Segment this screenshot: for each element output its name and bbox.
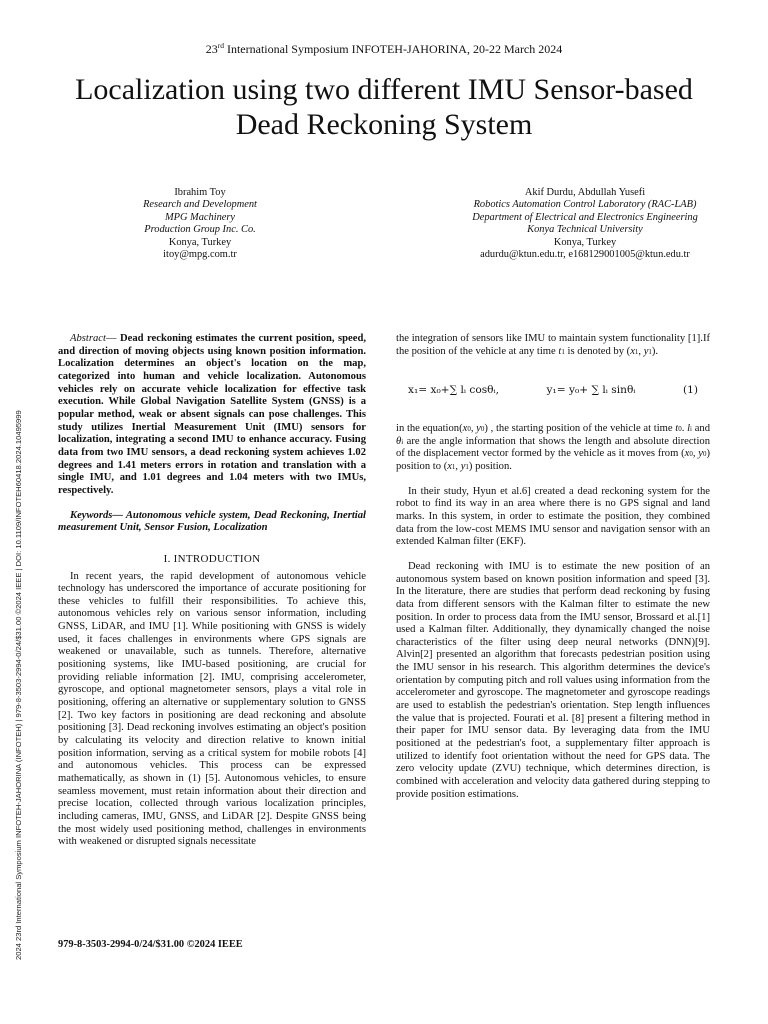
author-univ: Konya Technical University <box>527 224 643 236</box>
copyright-footer: 979-8-3503-2994-0/24/$31.00 ©2024 IEEE <box>58 939 243 950</box>
author-names: Akif Durdu, Abdullah Yusefi <box>524 187 646 198</box>
author-email: adurdu@ktun.edu.tr, e168129001005@ktun.edu.tr <box>480 249 690 261</box>
right-column <box>396 333 710 801</box>
equation-x: x₁= x₀+∑ lᵢ cosθᵢ, <box>408 384 500 397</box>
conference-header: 23rd International Symposium INFOTEH-JAHORINA, 20-22 March 2024 <box>205 41 563 56</box>
equation-1 <box>408 384 698 397</box>
equation-number: (1) <box>682 384 698 397</box>
author-block-2 <box>420 187 750 261</box>
author-org: Production Group Inc. Co. <box>144 224 256 236</box>
intro-paragraph: In recent years, the rapid development of autonomous vehicle technology has underscored the importance of accurate positioning for these vehicles to fulfill their responsibilities. To achieve this, autonomous vehicles rely on various sensor information, including GNSS, LiDAR, and IMU [1]. While positioning with GNSS is widely used, it faces challenges in environments where GPS signals are weakened or unavailable, such as tunnels. Therefore, alternative positioning systems, like IMU-based positioning, are crucial for providing reliable information [2]. IMU, comprising accelerometer, gyroscope, and optional magnetometer sensors, plays a vital role in positioning, offering an alternative or supplementary solution to GNSS [2]. Two key factors in positioning are dead reckoning and absolute positioning [3]. Dead reckoning involves estimating an object's position by calculating its velocity and direction relative to known initial position information, serving as a critical system for mobile robots [4] and autonomous vehicles. This process can be expressed mathematically, as shown in (1) [5]. Autonomous vehicles, to ensure seamless movement, must retain information about their direction and precise location, collected through various localization principles, including cameras, IMU, GNSS, and LiDAR [2]. Despite GNSS being the most widely used positioning method, challenges in environments with weakened or disrupted signals necessitate <box>58 570 366 848</box>
author-email: itoy@mpg.com.tr <box>163 249 237 261</box>
author-location: Konya, Turkey <box>553 236 617 248</box>
doi-sidebar: 2024 23rd International Symposium INFOTEH-JAHORINA (INFOTEH) | 979-8-3503-2994-0/24/$31.00 ©2024 IEEE | DOI: 10.1109/INFOTEH60418.2024.10495999 <box>14 410 23 960</box>
abstract: Abstract— Dead reckoning estimates the current position, speed, and direction of moving objects using known position information. Localization determines an object's location on the map, categorized into human and vehicle localization. Autonomous vehicles rely on accurate vehicle localization for effective task execution. While Global Navigation Satellite System (GNSS) is a popular method, weak or absent signals can pose challenges. This study utilizes Inertial Measurement Unit (IMU) sensors for localization, integrating a second IMU to enhance accuracy. Fusing data from two IMU sensors, a dead reckoning system achieves 1.02 degrees and 1.41 meters errors in rotation and translation with a single IMU, and 1.01 degrees and 1.04 meters with two IMUs, respectively. <box>58 333 366 496</box>
paper-title: Localization using two different IMU Sensor-based Dead Reckoning System <box>75 73 693 141</box>
body-paragraph: the integration of sensors like IMU to maintain system functionality [1].If the position of the vehicle at any time t1 is denoted by (x1, y1). <box>396 333 710 357</box>
author-dept: Department of Electrical and Electronics Engineering <box>472 211 698 223</box>
section-heading-introduction: I. INTRODUCTION <box>163 552 261 565</box>
body-paragraph: in the equation(x0, y0) , the starting position of the vehicle at time t0. li and θi are the angle information that shows the length and absolute direction of the displacement vector formed by the vehicle as it moves from (x0, y0) position to (x1, y1) position. <box>396 422 711 472</box>
body-paragraph: Dead reckoning with IMU is to estimate the new position of an autonomous system based on known position information and speed [3]. In the literature, there are studies that perform dead reckoning by fusing data from different sensors with the Kalman filter to estimate the new position. In order to process data from the IMU sensor, Brossard et al.[1] used a Kalman filter. Additionally, they dynamically changed the noise characteristics of the filter using deep neural networks (DNN)[9]. Alvin[2] presented an algorithm that forecasts pedestrian position using the IMU sensor in his research. This algorithm determines the device's orientation by computing pitch and roll values using information from the accelerometer and gyroscope. The magnetometer and gyroscope readings are used to establish the pedestrian's orientation. Step length influences the value that is projected. Fourati et al. [8] present a filtering method in their paper for IMU sensor data. By leveraging data from the IMU positioned at the pedestrian's foot, a supplementary filter approach is utilized to identify foot orientation without the need for GPS data. The zero velocity update (ZVU) technique, which determines direction, is combined with acceleration and velocity data gathered during stepping to provide position estimations. <box>396 560 710 800</box>
body-paragraph: In their study, Hyun et al.6] created a dead reckoning system for the robot to find its way in an area where there is no GPS signal and land marks. In this system, in order to estimate the position, they combined data from the low-cost MEMS IMU sensor and navigation sensor with an extended Kalman filter (EKF). <box>396 485 710 548</box>
author-block-1 <box>110 187 290 261</box>
author-dept: Research and Development <box>143 199 257 211</box>
equation-y: y₁= y₀+ ∑ lᵢ sinθᵢ <box>546 384 636 397</box>
author-name: Ibrahim Toy <box>174 187 226 198</box>
author-location: Konya, Turkey <box>168 236 232 248</box>
author-org: MPG Machinery <box>164 211 236 223</box>
left-column <box>58 333 366 849</box>
author-lab: Robotics Automation Control Laboratory (RAC-LAB) <box>473 199 697 211</box>
keywords: Keywords— Autonomous vehicle system, Dead Reckoning, Inertial measurement Unit, Sensor Fusion, Localization <box>58 509 366 534</box>
